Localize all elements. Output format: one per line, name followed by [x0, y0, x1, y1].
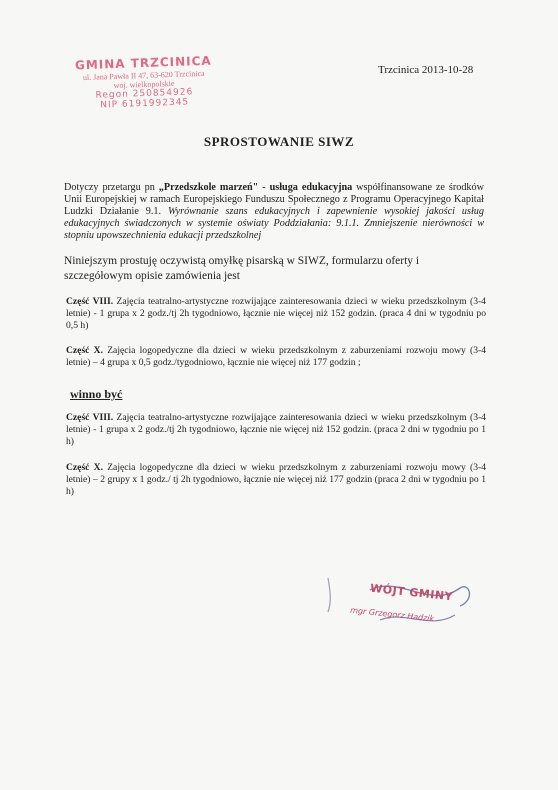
intro-italic: Wyrównanie szans edukacyjnych i zapewnienie wysokiej jakości usług edukacyjnych świadczonych w systemie oświaty Poddziałania: 9.1.1. Zmniejszenie nierówności w stopniu upowszechnienia edukacji przedszkolnej	[64, 206, 484, 241]
item-prefix: Część VIII.	[66, 296, 114, 307]
document-title: SPROSTOWANIE SIWZ	[203, 134, 355, 149]
item-prefix: Część VIII.	[66, 412, 114, 423]
intro-paragraph	[64, 182, 484, 242]
intro-tender-name: „Przedszkole marzeń" - usługa edukacyjna	[158, 182, 353, 193]
signature-name: mgr Grzegorz Hadzik	[349, 605, 435, 624]
item-text: Zajęcia logopedyczne dla dzieci w wieku przedszkolnym z zaburzeniami rozwoju mowy (3-4 letnie) – 4 grupa x 0,5 godz./tygodniowo, łącznie nie więcej niż 177 godzin ;	[66, 345, 486, 368]
intro-middle: współfinansowane ze środków Unii Europejskiej w ramach Europejskiego Funduszu Społecznego z Programu Operacyjnego Kapitał Ludzki Działanie 9.1.	[64, 182, 484, 217]
stamp-line-5: NIP 6191992345	[100, 97, 190, 111]
signature-title: WÓJT GMINY	[369, 581, 454, 604]
item-prefix: Część X.	[66, 345, 103, 356]
item-before-part-x	[66, 345, 486, 369]
item-prefix: Część X.	[66, 462, 103, 473]
item-text: Zajęcia teatralno-artystyczne rozwijające zainteresowania dzieci w wieku przedszkolnym (3-4 letnie) - 1 grupa x 2 godz./tj 2h tygodniowo, łącznie nie więcej niż 152 godzin. (praca 2 dni w tygodniu po 1 h)	[66, 412, 486, 447]
item-before-part-viii	[66, 296, 486, 332]
stamp-line-3: woj. wielkopolskie	[113, 78, 175, 91]
document-date: Trzcinica 2013-10-28	[378, 64, 474, 76]
winno-byc-heading: winno być	[70, 387, 123, 401]
stamp-line-2: ul. Jana Pawła II 47, 63-620 Trzcinica	[82, 68, 205, 83]
item-after-part-viii	[66, 412, 486, 448]
item-after-part-x	[66, 462, 486, 498]
municipality-stamp	[57, 53, 231, 112]
item-text: Zajęcia teatralno-artystyczne rozwijające zainteresowania dzieci w wieku przedszkolnym (3-4 letnie) - 1 grupa x 2 godz./tj 2h tygodniowo, łącznie nie więcej niż 152 godzin. (praca 4 dni w tygodniu po 0,5 h)	[66, 296, 486, 331]
intro-prefix: Dotyczy przetargu pn	[64, 182, 159, 193]
stamp-line-4: Regon 250854926	[95, 87, 194, 101]
item-text: Zajęcia logopedyczne dla dzieci w wieku przedszkolnym z zaburzeniami rozwoju mowy (3-4 letnie) – 2 grupy x 1 godz./ tj 2h tygodniowo, łącznie nie więcej niż 177 godzin (praca 2 dni w tygodniu po 1 h)	[66, 462, 486, 497]
signature-stamp	[340, 580, 480, 640]
stamp-line-1: GMINA TRZCINICA	[74, 53, 212, 73]
lead-paragraph: Niniejszym prostuję oczywistą omyłkę pisarską w SIWZ, formularzu oferty i szczegółowym opisie zamówienia jest	[64, 255, 420, 282]
